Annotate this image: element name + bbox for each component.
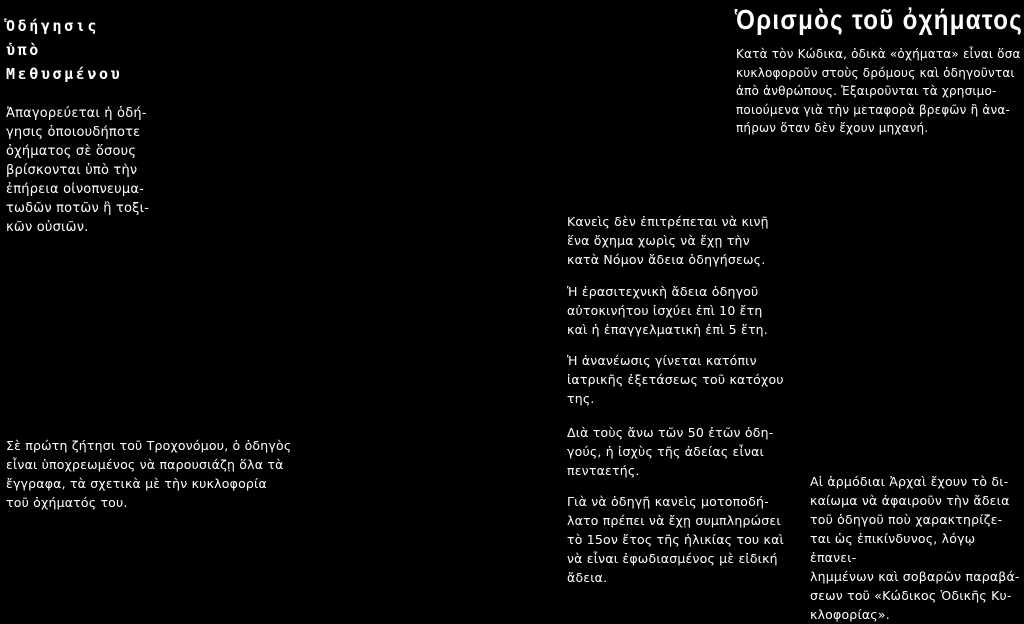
license-revocation-text: Αἱ ἁρμόδιαι Ἀρχαὶ ἔχουν τὸ δι- καίωμα νὰ ἀφαιροῦν τὴν ἄδεια τοῦ ὁδηγοῦ ποὺ χαρακτηρίζε- ται ὡς ἐπικίνδυνος, λόγῳ ἐπανει- λημμένων καὶ σοβαρῶν παραβά- σεων τοῦ «Κώδικος Ὁδικῆς Κυ- κλοφορίας».	[810, 474, 1020, 622]
drunk-driving-text: Ἀπαγορεύεται ἡ ὁδή- γησις ὁποιουδήποτε ὀχήματος σὲ ὅσους βρίσκονται ὑπὸ τὴν ἐπήρεια οἰνοπνευμα- τωδῶν ποτῶν ἢ τοξι- κῶν οὐσιῶν.	[6, 106, 150, 235]
license-requirement-text: Κανεὶς δὲν ἐπιτρέπεται νὰ κινῇ ἕνα ὄχημα χωρὶς νὰ ἔχῃ τὴν κατὰ Νόμον ἄδεια ὁδηγήσεως.	[567, 214, 769, 267]
license-renewal-text: Ἡ ἀνανέωσις γίνεται κατόπιν ἰατρικῆς ἐξετάσεως τοῦ κατόχου της.	[567, 353, 784, 406]
vehicle-definition-text: Κατὰ τὸν Κώδικα, ὀδικὰ «ὀχήματα» εἶναι ὅσα κυκλοφοροῦν στοὺς δρόμους καὶ ὁδηγοῦνται ἀπὸ ἀνθρώπους. Ἐξαιροῦνται τὰ χρησιμο- ποιούμενα γιὰ τὴν μεταφορὰ βρεφῶν ἢ ἀνα- πήρων ὅταν δὲν ἔχουν μηχανή.	[736, 47, 1021, 135]
over-fifty-validity-text: Διὰ τοὺς ἄνω τῶν 50 ἐτῶν ὁδη- γούς, ἡ ἰσχὺς τῆς ἀδείας εἶναι πενταετής.	[567, 425, 774, 478]
vehicle-definition-title: Ὁρισμὸς τοῦ ὀχήματος	[735, 4, 1024, 35]
moped-license-text: Γιὰ νὰ ὁδηγῇ κανεὶς μοτοποδή- λατο πρέπει νὰ ἔχῃ συμπληρώσει τὸ 15ον ἔτος τῆς ἡλικίας του καὶ νὰ εἶναι ἐφωδιασμένος μὲ εἰδική ἄδεια.	[567, 494, 784, 585]
license-validity-text: Ἡ ἐρασιτεχνικὴ ἄδεια ὁδηγοῦ αὐτοκινήτου ἰσχύει ἐπὶ 10 ἔτη καὶ ἡ ἐπαγγελματικὴ ἐπὶ 5 ἔτη.	[567, 284, 768, 337]
traffic-police-documents-text: Σὲ πρώτη ζήτησι τοῦ Τροχονόμου, ὁ ὁδηγὸς εἶναι ὑποχρεωμένος νὰ παρουσιάζῃ ὅλα τὰ ἔγγραφα, τὰ σχετικὰ μὲ τὴν κυκλοφορία τοῦ ὀχήματός του.	[6, 438, 292, 510]
drunk-driving-title: Ὁδήγησις ὑπὸ Μεθυσμένου	[6, 17, 123, 83]
